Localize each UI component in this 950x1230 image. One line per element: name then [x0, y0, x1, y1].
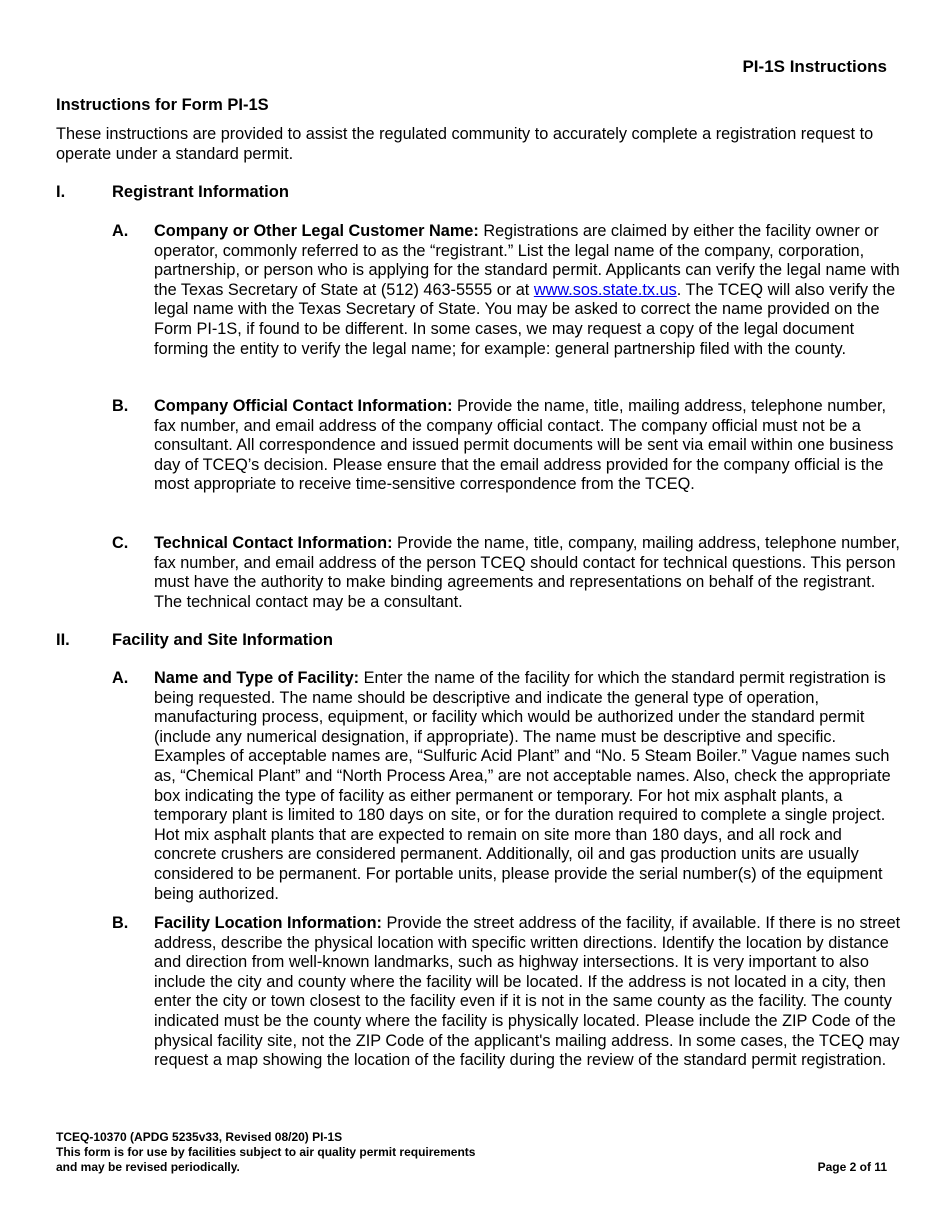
item-letter: C. — [112, 534, 129, 552]
sos-website-link[interactable]: www.sos.state.tx.us — [533, 280, 677, 299]
item-body — [154, 397, 902, 495]
item-letter: A. — [112, 222, 129, 240]
footer-usage-note: This form is for use by facilities subject to air quality permit requirements — [56, 1145, 476, 1159]
item-text: Provide the street address of the facility, if available. If there is no street address, describe the physical location with specific written directions. Identify the location by distance and direction from well-known landmarks, such as highway intersections. It is very important to also include the city and county where the facility will be located. If the address is not located in a city, then enter the city or town closest to the facility even if it is not in the same county as the facility. The county indicated must be the county where the facility is physically located. Please include the ZIP Code of the physical facility site, not the ZIP Code of the applicant's mailing address. In some cases, the TCEQ may request a map showing the location of the facility during the review of the standard permit registration. — [154, 914, 901, 1070]
item-text: Provide the name, title, company, mailing address, telephone number, fax number, and email address of the person TCEQ should contact for technical questions. This person must have the authority to make binding agreements and representations on behalf of the registrant. The technical contact may be a consultant. — [154, 534, 900, 611]
item-company-legal-name — [112, 222, 902, 359]
item-letter: B. — [112, 914, 129, 932]
footer-revision-note: and may be revised periodically. — [56, 1160, 240, 1174]
section-heading-facility — [56, 631, 333, 651]
item-letter: A. — [112, 669, 129, 687]
item-text: Registrations are claimed by either the facility owner or operator, commonly referred to as the “registrant.” List the legal name of the company, corporation, partnership, or person who is applying for the standard permit. Applicants can verify the legal name with the Texas Secretary of State at (512) 463-5555 or at — [154, 222, 900, 299]
item-text: Enter the name of the facility for which the standard permit registration is being requested. The name should be descriptive and indicate the general type of operation, manufacturing process, equipment, or facility which would be authorized under the standard permit (include any numerical designation, if appropriate). The name must be descriptive and specific. Examples of acceptable names are, “Sulfuric Acid Plant” and “No. 5 Steam Boiler.” Vague names such as, “Chemical Plant” and “North Process Area,” are not acceptable names. Also, check the appropriate box indicating the type of facility as either permanent or temporary. For hot mix asphalt plants, a temporary plant is limited to 180 days on site, or for the duration required to complete a single project. Hot mix asphalt plants that are expected to remain on site more than 180 days, and all rock and concrete crushers are considered permanent. Additionally, oil and gas production units are usually considered to be permanent. For portable units, please provide the serial number(s) of the equipment being authorized. — [154, 669, 891, 903]
item-company-official-contact — [112, 397, 902, 495]
footer-form-number: TCEQ-10370 (APDG 5235v33, Revised 08/20) PI-1S — [56, 1130, 343, 1144]
item-label: Facility Location Information: — [154, 914, 382, 932]
section-heading-registrant — [56, 183, 289, 203]
item-text-continued: . The TCEQ will also verify the legal name with the Texas Secretary of State. You may be asked to correct the name provided on the Form PI-1S, if found to be different. In some cases, we may request a copy of the legal document forming the entity to verify the legal name; for example: general partnership filed with the county. — [154, 280, 896, 358]
item-body — [154, 222, 902, 359]
item-body — [154, 534, 902, 612]
section-number: I. — [56, 183, 66, 201]
item-label: Company Official Contact Information: — [154, 397, 453, 415]
page-number: Page 2 of 11 — [817, 1160, 887, 1174]
item-label: Name and Type of Facility: — [154, 669, 360, 687]
item-label: Technical Contact Information: — [154, 534, 393, 552]
section-title: Facility and Site Information — [112, 631, 333, 649]
intro-paragraph: These instructions are provided to assist the regulated community to accurately complete a registration request to operate under a standard permit. — [56, 125, 874, 163]
item-text: Provide the name, title, mailing address, telephone number, fax number, and email address of the company official contact. The company official must not be a consultant. All correspondence and issued permit documents will be sent via email within one business day of TCEQ’s decision. Please ensure that the email address provided for the company official is the most appropriate to receive time-sensitive correspondence from the TCEQ. — [154, 397, 894, 494]
item-letter: B. — [112, 397, 129, 415]
item-label: Company or Other Legal Customer Name: — [154, 222, 479, 240]
section-title: Registrant Information — [112, 183, 289, 201]
item-body — [154, 914, 902, 1071]
item-facility-name-type — [112, 669, 902, 904]
document-title: Instructions for Form PI-1S — [56, 96, 269, 114]
item-facility-location — [112, 914, 902, 1071]
item-technical-contact — [112, 534, 902, 612]
footer-form-info — [56, 1130, 475, 1175]
page-header-title: PI-1S Instructions — [742, 57, 887, 76]
section-number: II. — [56, 631, 70, 649]
item-body — [154, 669, 902, 904]
